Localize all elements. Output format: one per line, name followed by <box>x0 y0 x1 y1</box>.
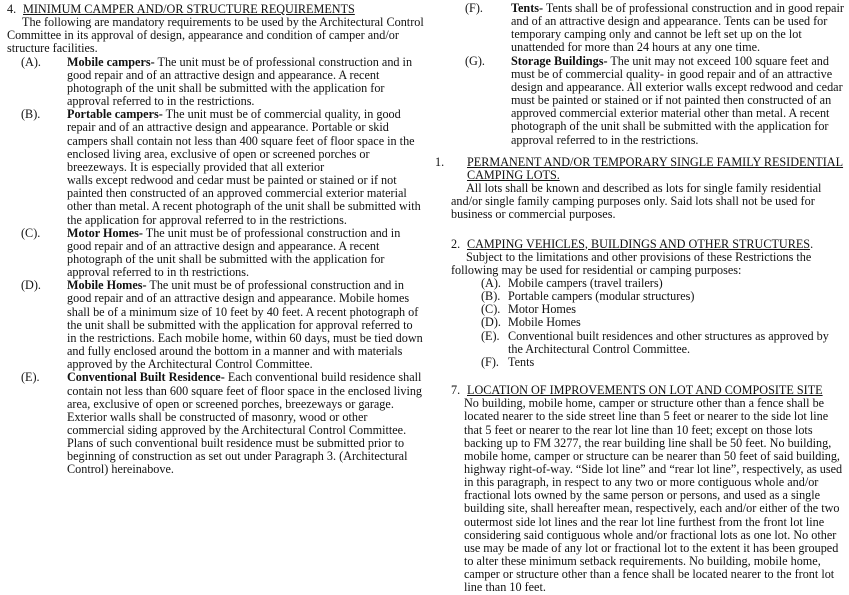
item-label: (D). <box>21 278 41 293</box>
requirement-item-g <box>451 55 846 147</box>
list-item-label: (D). <box>481 315 501 330</box>
item-term: Mobile campers- <box>67 54 155 69</box>
list-item-text: Portable campers (modular structures) <box>508 289 695 304</box>
right-column <box>435 0 846 595</box>
item-term: Storage Buildings- <box>511 53 608 68</box>
list-item-text: Motor Homes <box>508 302 577 317</box>
item-term: Mobile Homes- <box>67 278 147 293</box>
requirement-item-c <box>7 227 425 280</box>
requirement-item-d <box>7 279 425 371</box>
list-item-label: (C). <box>481 302 501 317</box>
item-text: The unit must be of professional construction and in good repair and of an attractive design and appearance. A recent photograph of the unit shall be submitted with the application for approval referred to in the restrictions. <box>67 54 413 109</box>
section-2-text: Subject to the limitations and other provisions of these Restrictions the following may be used for residential or camping purposes: <box>451 249 812 277</box>
list-item-text: Mobile campers (travel trailers) <box>508 275 663 290</box>
section-number: 7. <box>451 383 461 398</box>
requirement-item-e <box>7 371 425 476</box>
section-title: LOCATION OF IMPROVEMENTS ON LOT AND COMPOSITE SITE <box>467 383 823 398</box>
list-item-label: (B). <box>481 289 501 304</box>
item-label: (E). <box>21 370 40 385</box>
list-item-text: Mobile Homes <box>508 315 581 330</box>
section-4-intro: The following are mandatory requirements to be used by the Architectural Control Committee in its approval of design, appearance and condition of camper and/or structure facilities. <box>7 15 424 56</box>
list-item-label: (F). <box>481 354 499 369</box>
item-text: Tents shall be of professional construction and in good repair and of an attractive design and appearance. Tents can be used for temporary camping only and cannot be left set up on the lot unattended for more than 24 hours at any one time. <box>511 1 844 55</box>
section-1-heading <box>435 154 846 182</box>
item-text-continued: walls except redwood and cedar must be painted or stained or if not painted then constructed of an approved commercial exterior material other than metal. A recent photograph of the unit shall be submitted with the application for approval referred to in the restrictions. <box>67 173 421 227</box>
list-item-label: (A). <box>481 275 501 290</box>
item-term: Motor Homes- <box>67 225 143 240</box>
item-label: (C). <box>21 225 41 240</box>
item-label: (F). <box>465 1 483 15</box>
item-term: Tents- <box>511 1 544 15</box>
item-term: Portable campers- <box>67 107 163 122</box>
section-title: MINIMUM CAMPER AND/OR STRUCTURE REQUIREMENTS <box>23 2 355 16</box>
item-text: The unit must be of commercial quality, in good repair and of an attractive design and appearance. Portable or skid campers shall contain not less than 400 square feet of floor space in the enclosed living area, exclusive of open or screened porches or breezeways. It is especially provided that all exterior <box>67 107 415 174</box>
requirement-item-b <box>7 108 425 226</box>
list-item-text: Tents <box>508 354 535 369</box>
item-term: Conventional Built Residence- <box>67 370 225 385</box>
section-1-text: All lots shall be known and described as lots for single family residential and/or single family camping purposes only. Said lots shall not be used for business or commercial purposes. <box>451 181 822 222</box>
section-number: 1. <box>435 154 445 169</box>
requirement-item-a <box>7 56 425 109</box>
section-number: 4. <box>7 2 17 16</box>
item-text: The unit must be of professional construction and in good repair and of an attractive design and appearance. A recent photograph of the unit shall be submitted with the application for approval referred to in th restrictions. <box>67 225 401 280</box>
requirement-item-f <box>451 2 846 55</box>
section-2-heading <box>451 238 846 251</box>
section-title-suffix: . <box>810 236 814 251</box>
item-text: The unit must be of professional construction and in good repair and of an attractive design and appearance. Mobile homes shall be of a minimum size of 10 feet by 40 feet. A recent photograph of the unit shall be submitted with the application for approval referred to in the restrictions. Each mobile home, within 60 days, must be tied down and fully enclosed around the bottom in a manner and with materials approved by the Architectural Control Committee. <box>67 278 423 372</box>
list-item <box>481 356 846 369</box>
section-title: PERMANENT AND/OR TEMPORARY SINGLE FAMILY RESIDENTIAL CAMPING LOTS. <box>467 154 844 182</box>
item-text: The unit may not exceed 100 square feet and must be of commercial quality- in good repair and of an attractive design and appearance. All exterior walls except redwood and cedar must be painted or stained or if not painted then constructed of an approved commercial exterior material other than metal. A recent photograph of the unit shall be submitted with the application for approval referred to in the restrictions. <box>511 53 843 147</box>
item-label: (A). <box>21 54 41 69</box>
item-label: (B). <box>21 107 41 122</box>
section-title: CAMPING VEHICLES, BUILDINGS AND OTHER STRUCTURES <box>467 236 811 251</box>
item-text: Each conventional build residence shall contain not less than 600 square feet of floor space in the enclosed living area, exclusive of open or screened porches, breezeways or garage. Exterior walls shall be constructed of masonry, wood or other commercial siding approved by the Architectural Control Committee. Plans of such conventional built residence must be submitted prior to beginning of construction as set out under Paragraph 3. (Architectural Control) hereinabove. <box>67 370 423 477</box>
list-item <box>481 330 846 356</box>
section-7-text: No building, mobile home, camper or structure other than a fence shall be located nearer to the side street line than 5 feet or nearer to the side lot line that 5 feet or nearer to the rear lot line than 10 feet; except on those lots backing up to FM 3277, the rear building line shall be 50 feet. No building, mobile home, camper or structure can be nearer than 50 feet of said building, highway right-of-way. “Side lot line” and “rear lot line”, respectively, as used in this paragraph, in respect to any two or more contiguous whole and/or fractional lots owned by the same person or persons, and used as a single building site, shall hereafter mean, respectively, each and/or either of the two outermost side lot lines and the rear lot line furthest from the front lot line considering said contiguous whole and/or fractional lots as one lot. No other use may be made of any lot or fractional lot to the extent it has been grouped to alter these minimum setback requirements. No building, mobile home, camper or structure other than a fence shall be located nearer to the front lot line than 10 feet. <box>464 396 843 595</box>
left-column <box>7 0 425 477</box>
list-item-label: (E). <box>481 328 500 343</box>
permitted-uses-list <box>451 277 846 369</box>
section-number: 2. <box>451 236 461 251</box>
list-item-text: Conventional built residences and other structures as approved by the Architectural Control Committee. <box>508 328 829 356</box>
item-label: (G). <box>465 53 485 68</box>
